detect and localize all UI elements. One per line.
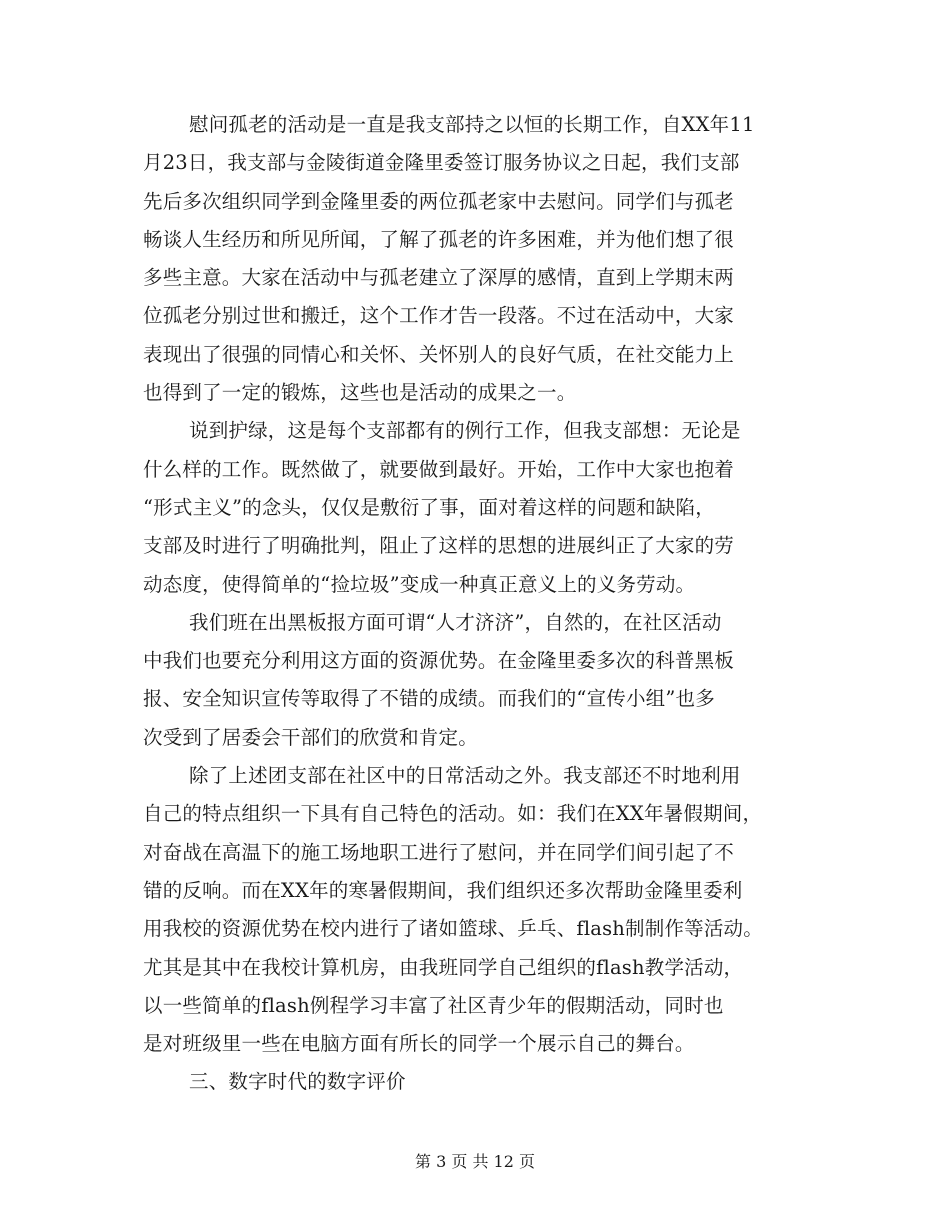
paragraph-line: 动态度，使得简单的“捡垃圾”变成一种真正意义上的义务劳动。 (143, 572, 696, 596)
paragraph-line: 次受到了居委会干部们的欣赏和肯定。 (143, 725, 478, 749)
paragraph-line: 先后多次组织同学到金隆里委的两位孤老家中去慰问。同学们与孤老 (143, 189, 735, 213)
paragraph-line: 表现出了很强的同情心和关怀、关怀别人的良好气质，在社交能力上 (143, 342, 735, 366)
paragraph-line: 也得到了一定的锻炼，这些也是活动的成果之一。 (143, 381, 577, 405)
paragraph-line: 慰问孤老的活动是一直是我支部持之以恒的长期工作，自XX年11 (189, 113, 755, 136)
paragraph-line: 位孤老分别过世和搬迁，这个工作才告一段落。不过在活动中，大家 (143, 304, 735, 328)
paragraph-line: 尤其是其中在我校计算机房，由我班同学自己组织的flash教学活动， (143, 955, 744, 979)
paragraph-line: 说到护绿，这是每个支部都有的例行工作，但我支部想：无论是 (189, 419, 741, 443)
paragraph-line: 畅谈人生经历和所见所闻，了解了孤老的许多困难，并为他们想了很 (143, 227, 735, 251)
document-body (143, 106, 833, 1102)
paragraph-line: “形式主义”的念头，仅仅是敷衍了事，面对着这样的问题和缺陷， (143, 495, 715, 519)
paragraph-line: 我们班在出黑板报方面可谓“人才济济”，自然的，在社区活动 (189, 610, 722, 634)
paragraph-line: 除了上述团支部在社区中的日常活动之外。我支部还不时地利用 (189, 764, 741, 788)
paragraph-line: 对奋战在高温下的施工场地职工进行了慰问，并在同学们间引起了不 (143, 840, 735, 864)
paragraph-line: 以一些简单的flash例程学习丰富了社区青少年的假期活动，同时也 (143, 993, 724, 1017)
paragraph-line: 中我们也要充分利用这方面的资源优势。在金隆里委多次的科普黑板 (143, 649, 735, 673)
section-heading: 三、数字时代的数字评价 (189, 1070, 406, 1094)
paragraph-line: 什么样的工作。既然做了，就要做到最好。开始，工作中大家也抱着 (143, 457, 735, 481)
paragraph-line: 自己的特点组织一下具有自己特色的活动。如：我们在XX年暑假期间， (143, 802, 763, 826)
paragraph-line: 是对班级里一些在电脑方面有所长的同学一个展示自己的舞台。 (143, 1032, 695, 1056)
page-number-footer: 第 3 页 共 12 页 (415, 1152, 535, 1171)
paragraph-line: 月23日，我支部与金陵街道金隆里委签订服务协议之日起，我们支部 (143, 151, 740, 175)
paragraph-line: 用我校的资源优势在校内进行了诸如篮球、乒乓、flash制制作等活动。 (143, 917, 763, 941)
paragraph-line: 支部及时进行了明确批判，阻止了这样的思想的进展纠正了大家的劳 (143, 534, 735, 558)
paragraph-line: 报、安全知识宣传等取得了不错的成绩。而我们的“宣传小组”也多 (143, 687, 715, 711)
paragraph-line: 多些主意。大家在活动中与孤老建立了深厚的感情，直到上学期末两 (143, 266, 735, 290)
paragraph-line: 错的反响。而在XX年的寒暑假期间，我们组织还多次帮助金隆里委利 (143, 878, 743, 902)
